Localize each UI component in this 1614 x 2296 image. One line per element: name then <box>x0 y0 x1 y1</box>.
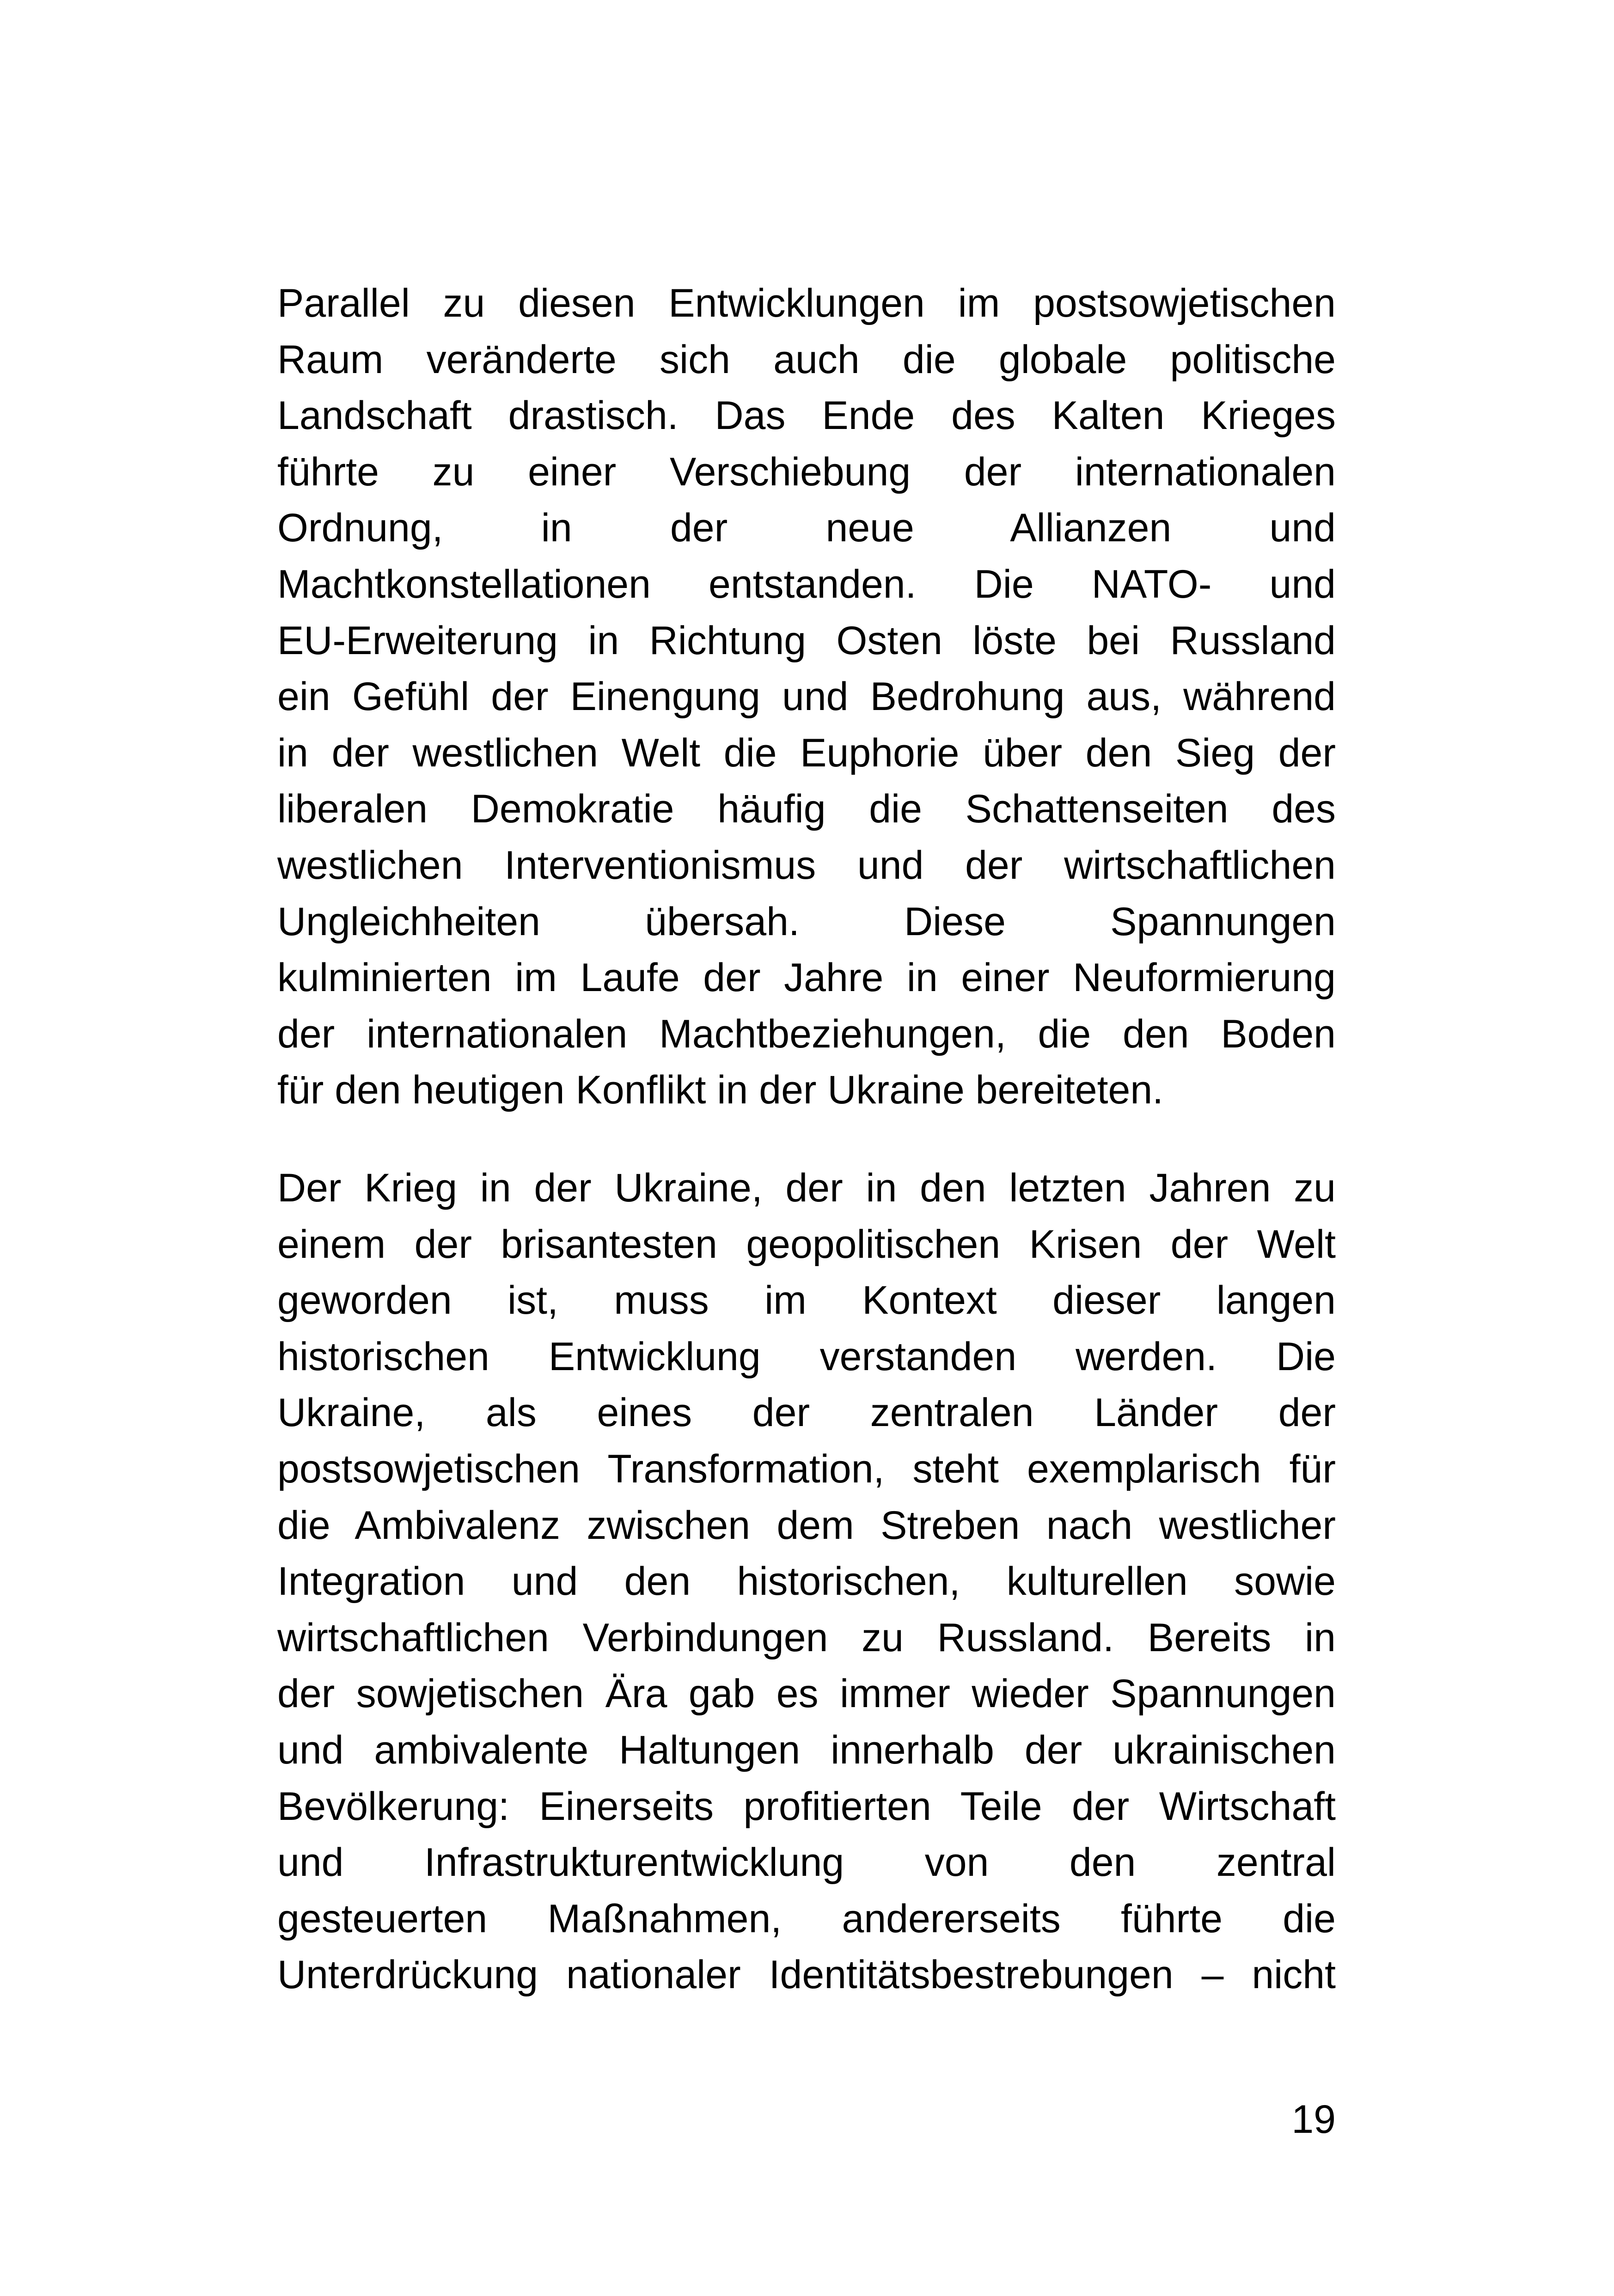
text-line: für den heutigen Konflikt in der Ukraine bereiteten. <box>277 1068 1164 1113</box>
text-line: der sowjetischen Ära gab es immer wieder Spannungen <box>277 1671 1336 1716</box>
text-line: Machtkonstellationen entstanden. Die NATO- und <box>277 562 1336 606</box>
text-line: liberalen Demokratie häufig die Schattenseiten des <box>277 787 1336 832</box>
text-line: gesteuerten Maßnahmen, andererseits führte die <box>277 1896 1336 1941</box>
text-line: Integration und den historischen, kulturellen sowie <box>277 1559 1336 1604</box>
text-line: einem der brisantesten geopolitischen Krisen der Welt <box>277 1222 1336 1267</box>
text-line: Landschaft drastisch. Das Ende des Kalten Krieges <box>277 393 1336 438</box>
text-line: Ordnung, in der neue Allianzen und <box>277 506 1336 551</box>
text-line: in der westlichen Welt die Euphorie über den Sieg der <box>277 730 1336 775</box>
text-line: Bevölkerung: Einerseits profitierten Teile der Wirtschaft <box>277 1784 1336 1829</box>
text-line: Parallel zu diesen Entwicklungen im postsowjetischen <box>277 281 1336 325</box>
text-line: EU-Erweiterung in Richtung Osten löste bei Russland <box>277 618 1336 663</box>
text-line: Ungleichheiten übersah. Diese Spannungen <box>277 899 1336 944</box>
text-line: ein Gefühl der Einengung und Bedrohung aus, während <box>277 674 1336 719</box>
text-line: postsowjetischen Transformation, steht exemplarisch für <box>277 1446 1336 1491</box>
text-line: die Ambivalenz zwischen dem Streben nach westlicher <box>277 1503 1336 1548</box>
text-line: Unterdrückung nationaler Identitätsbestrebungen – nicht <box>277 1953 1336 1997</box>
text-line: Der Krieg in der Ukraine, der in den letzten Jahren zu <box>277 1166 1336 1210</box>
paragraph-2 <box>277 1160 1336 2003</box>
text-line: führte zu einer Verschiebung der internationalen <box>277 449 1336 494</box>
text-line: der internationalen Machtbeziehungen, die den Boden <box>277 1011 1336 1056</box>
text-line: westlichen Interventionismus und der wirtschaftlichen <box>277 843 1336 888</box>
text-line: Raum veränderte sich auch die globale politische <box>277 337 1336 382</box>
paragraph-1 <box>277 276 1336 1119</box>
text-line: kulminierten im Laufe der Jahre in einer Neuformierung <box>277 955 1336 1000</box>
text-line: Ukraine, als eines der zentralen Länder der <box>277 1390 1336 1435</box>
text-line: und Infrastrukturentwicklung von den zentral <box>277 1840 1336 1885</box>
text-line: wirtschaftlichen Verbindungen zu Russland. Bereits in <box>277 1615 1336 1660</box>
text-line: historischen Entwicklung verstanden werden. Die <box>277 1334 1336 1379</box>
text-line: geworden ist, muss im Kontext dieser langen <box>277 1278 1336 1323</box>
page-number: 19 <box>1291 2097 1336 2142</box>
text-line: und ambivalente Haltungen innerhalb der ukrainischen <box>277 1727 1336 1772</box>
